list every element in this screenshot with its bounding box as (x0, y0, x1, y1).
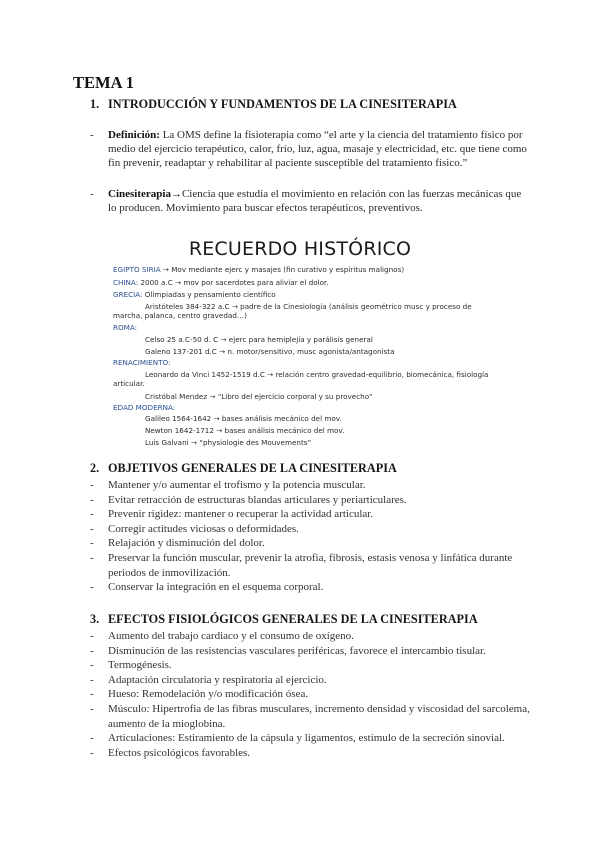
section-2-title: OBJETIVOS GENERALES DE LA CINESITERAPIA (108, 461, 397, 475)
section-3-number: 3. (90, 612, 100, 626)
grecia-label: GRECIA: (113, 290, 143, 299)
china-line (113, 278, 329, 287)
egipto-text: → Mov mediante ejerc y masajes (fin curativo y espíritus malignos) (162, 265, 405, 274)
renacimiento-label: RENACIMIENTO: (113, 358, 171, 367)
section-2-heading (90, 461, 397, 476)
document-title: TEMA 1 (73, 73, 134, 92)
objetivos-list (90, 478, 540, 595)
cinesiterapia-item: - Cinesiterapia→Ciencia que estudia el movimiento en relación con las fuerzas mecánicas que lo producen. Movimiento para buscar efectos terapéuticos, preventivos. (90, 188, 522, 215)
definicion-item: - Definición: La OMS define la fisioterapia como “el arte y la ciencia del tratamiento físico por medio del ejercicio terapéutico, calor, frío, luz, agua, masaje y electricidad, etc. que tiene como fin prevenir, readaptar y rehabilitar al paciente susceptible del tratamiento físico.” (90, 129, 527, 170)
cinesiterapia-text: Ciencia que estudia el movimiento en relación con las fuerzas mecánicas que lo producen. Movimiento para buscar efectos terapéuticos, preventivos. (108, 188, 522, 215)
roma-label: ROMA: (113, 323, 138, 332)
egipto-label: EGIPTO SIRIA (113, 265, 161, 274)
list-item: - Articulaciones: Estiramiento de la cápsula y ligamentos, estímulo de la secreción sinovial. (90, 731, 540, 746)
list-item: - Músculo: Hipertrofia de las fibras musculares, incremento densidad y viscosidad del sarcolema, aumento de la mioglobina. (90, 702, 540, 731)
section-1-heading (90, 97, 457, 112)
list-item: - Evitar retracción de estructuras blandas articulares y periarticulares. (90, 493, 540, 508)
leonardo-line: Leonardo da Vinci 1452-1519 d.C → relación centro gravedad-equilibrio, biomecánica, fisiología articular. (113, 370, 489, 388)
section-1-number: 1. (90, 97, 100, 111)
definicion-text: La OMS define la fisioterapia como “el arte y la ciencia del tratamiento físico por medio del ejercicio terapéutico, calor, frío, luz, agua, masaje y electricidad, etc. que tiene como fin prevenir, readaptar y rehabilitar al paciente susceptible del tratamiento físico.” (108, 129, 527, 170)
section-3-heading (90, 612, 478, 627)
galeno-line: Galeno 137-201 d.C → n. motor/sensitivo, musc agonista/antagonista (145, 347, 395, 356)
galileo-line: Galileo 1564-1642 → bases análisis mecánico del mov. (145, 414, 342, 423)
grecia-text: Olimpiadas y pensamiento científico (144, 290, 276, 299)
list-item: - Termogénesis. (90, 658, 540, 673)
china-text: 2000 a.C → mov por sacerdotes para aliviar el dolor. (140, 278, 329, 287)
efectos-list (90, 629, 540, 760)
cinesiterapia-label: Cinesiterapia→ (108, 188, 182, 200)
recuerdo-historico-title: RECUERDO HISTÓRICO (188, 238, 412, 260)
list-item: - Disminución de las resistencias vasculares periféricas, favorece el intercambio tisular. (90, 644, 540, 659)
list-item: - Mantener y/o aumentar el trofismo y la potencia muscular. (90, 478, 540, 493)
list-item: - Prevenir rigidez: mantener o recuperar la actividad articular. (90, 507, 540, 522)
celso-line: Celso 25 a.C-50 d. C → ejerc para hemiplejía y parálisis general (145, 335, 373, 344)
list-item: - Preservar la función muscular, prevenir la atrofia, fibrosis, estasis venosa y linfática durante periodos de inmovilización. (90, 551, 540, 580)
galvani-line: Luis Galvani → “physiologie des Mouvements” (145, 438, 312, 447)
section-2-number: 2. (90, 461, 100, 475)
list-item: - Adaptación circulatoria y respiratoria al ejercicio. (90, 673, 540, 688)
cristobal-line: Cristóbal Mendez → “Libro del ejercicio corporal y su provecho” (145, 392, 373, 401)
egipto-line (113, 265, 404, 274)
list-item: - Aumento del trabajo cardiaco y el consumo de oxígeno. (90, 629, 540, 644)
edad-moderna-label: EDAD MODERNA: (113, 403, 176, 412)
definicion-label: Definición: (108, 129, 160, 141)
list-item: - Corregir actitudes viciosas o deformidades. (90, 522, 540, 537)
list-item: - Efectos psicológicos favorables. (90, 746, 540, 761)
section-1-title: INTRODUCCIÓN Y FUNDAMENTOS DE LA CINESITERAPIA (108, 97, 457, 111)
list-item: - Hueso: Remodelación y/o modificación ósea. (90, 687, 540, 702)
china-label: CHINA: (113, 278, 139, 287)
list-item: - Relajación y disminución del dolor. (90, 536, 540, 551)
list-item: - Conservar la integración en el esquema corporal. (90, 580, 540, 595)
section-3-title: EFECTOS FISIOLÓGICOS GENERALES DE LA CINESITERAPIA (108, 612, 478, 626)
grecia-line (113, 290, 276, 299)
newton-line: Newton 1642-1712 → bases análisis mecánico del mov. (145, 426, 345, 435)
aristoteles-line: Aristóteles 384-322 a.C → padre de la Cinesiología (análisis geométrico musc y proceso de marcha, palanca, centro gravedad…) (113, 302, 472, 320)
